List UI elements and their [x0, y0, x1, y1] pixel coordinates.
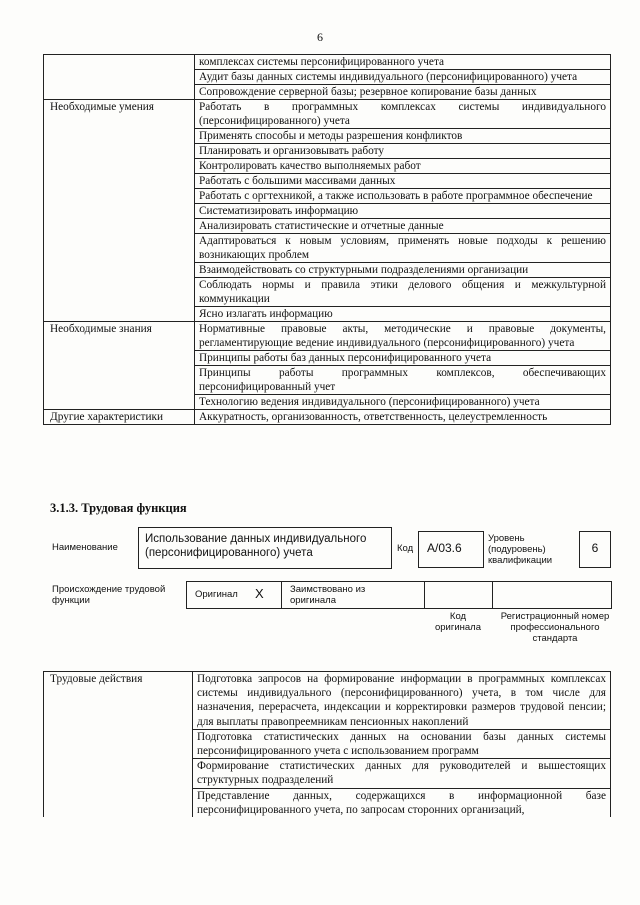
- skills-row: [44, 55, 611, 70]
- original-mark: X: [255, 586, 264, 601]
- name-label: Наименование: [52, 542, 118, 553]
- actions-label-cell: Трудовые действия: [44, 672, 193, 818]
- skills-text-cell: Нормативные правовые акты, методические и правовые документы, регламентирующие ведение индивидуального (персонифицированного) учета: [195, 322, 611, 351]
- level-value: 6: [591, 541, 599, 555]
- skills-text-cell: Соблюдать нормы и правила этики делового общения и межкультурной коммуникации: [195, 278, 611, 307]
- skills-label-cell: Другие характеристики: [44, 410, 195, 425]
- skills-text-cell: Адаптироваться к новым условиям, применять новые подходы к решению возникающих проблем: [195, 234, 611, 263]
- actions-text-cell: Формирование статистических данных для руководителей и вышестоящих структурных подразделений: [193, 759, 611, 788]
- skills-text-cell: Контролировать качество выполняемых работ: [195, 159, 611, 174]
- skills-text-cell: Принципы работы баз данных персонифицированного учета: [195, 351, 611, 366]
- code-label: Код: [397, 543, 414, 554]
- skills-table: [43, 54, 611, 425]
- skills-text-cell: Работать с большими массивами данных: [195, 174, 611, 189]
- reg-number-caption: Регистрационный номер профессионального стандарта: [500, 611, 610, 644]
- skills-text-cell: Планировать и организовывать работу: [195, 144, 611, 159]
- skills-text-cell: комплексах системы персонифицированного учета: [195, 55, 611, 70]
- actions-row: [44, 672, 611, 730]
- name-value: Использование данных индивидуального (персонифицированного) учета: [145, 533, 367, 559]
- borrowed-label: Заимствовано из оригинала: [290, 584, 366, 606]
- skills-row: [44, 322, 611, 351]
- skills-label-cell: Необходимые знания: [44, 322, 195, 410]
- code-value-box: [418, 531, 484, 568]
- skills-row: [44, 410, 611, 425]
- section-title: 3.1.3. Трудовая функция: [50, 501, 187, 515]
- actions-text-cell: Подготовка запросов на формирование информации в программных комплексах системы индивидуального (персонифицированного) учета, в том числе для назначения, перерасчета, индексации и корректировки размеров трудовой пенсии; для выплаты правопреемникам пенсионных накоплений: [193, 672, 611, 730]
- level-value-box: [579, 531, 611, 568]
- skills-text-cell: Применять способы и методы разрешения конфликтов: [195, 129, 611, 144]
- skills-text-cell: Работать с оргтехникой, а также использовать в работе программное обеспечение: [195, 189, 611, 204]
- skills-text-cell: Технологию ведения индивидуального (персонифицированного) учета: [195, 395, 611, 410]
- code-value: A/03.6: [427, 541, 462, 555]
- skills-label-cell: [44, 55, 195, 100]
- skills-text-cell: Работать в программных комплексах системы индивидуального (персонифицированного) учета: [195, 100, 611, 129]
- actions-text-cell: Представление данных, содержащихся в информационной базе персонифицированного учета, по запросам сторонних организаций,: [193, 788, 611, 817]
- original-label: Оригинал: [195, 589, 238, 600]
- skills-text-cell: Аудит базы данных системы индивидуального (персонифицированного) учета: [195, 70, 611, 85]
- actions-text-cell: Подготовка статистических данных на основании базы данных системы персонифицированного учета с использованием программ: [193, 729, 611, 758]
- skills-label-cell: Необходимые умения: [44, 100, 195, 322]
- skills-text-cell: Ясно излагать информацию: [195, 307, 611, 322]
- skills-text-cell: Взаимодействовать со структурными подразделениями организации: [195, 263, 611, 278]
- skills-row: [44, 100, 611, 129]
- level-label: Уровень (подуровень) квалификации: [488, 533, 553, 566]
- skills-text-cell: Аккуратность, организованность, ответственность, целеустремленность: [195, 410, 611, 425]
- origin-label: Происхождение трудовой функции: [52, 584, 166, 606]
- skills-text-cell: Систематизировать информацию: [195, 204, 611, 219]
- name-value-box: [138, 527, 392, 569]
- actions-table: [43, 671, 611, 817]
- skills-text-cell: Сопровождение серверной базы; резервное копирование базы данных: [195, 85, 611, 100]
- skills-text-cell: Принципы работы программных комплексов, обеспечивающих персонифицированный учет: [195, 366, 611, 395]
- origin-code-caption: Код оригинала: [434, 611, 481, 633]
- skills-text-cell: Анализировать статистические и отчетные данные: [195, 219, 611, 234]
- page-number: 6: [317, 30, 323, 44]
